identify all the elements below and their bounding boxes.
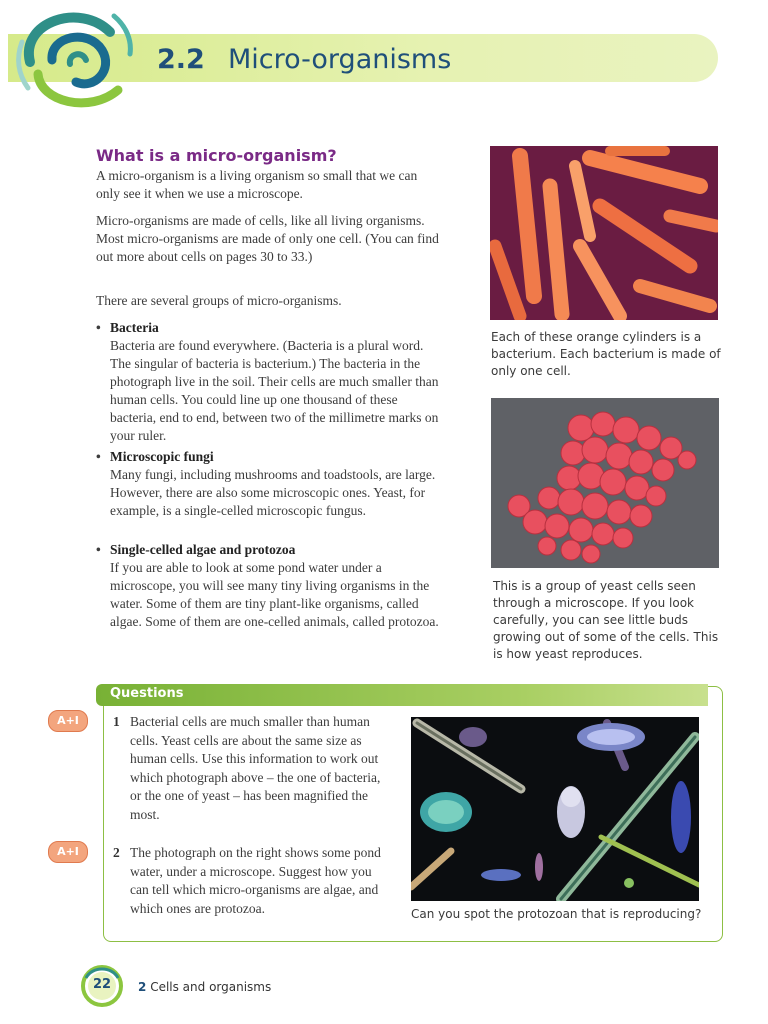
bullet-body: Many fungi, including mushrooms and toadstools, are large. However, there are also some microscopic ones. Yeast, for example, is a single-celled microscopic fungus. xyxy=(110,467,436,518)
page-number: 22 xyxy=(92,977,112,992)
bullet-title: Single-celled algae and protozoa xyxy=(110,542,296,557)
bullet-algae-protozoa xyxy=(96,541,440,653)
bullet-body: Bacteria are found everywhere. (Bacteria is a plural word. The singular of bacteria is bacterium.) The bacteria in the photograph live in the soil. Their cells are much smaller than human cells. You could line up one thousand of these bacteria, end to end, between two of the millimetre marks on your ruler. xyxy=(110,338,439,443)
bullet-title: Microscopic fungi xyxy=(110,449,214,464)
bullet-title: Bacteria xyxy=(110,320,159,335)
questions-title: Questions xyxy=(110,686,184,701)
section-number: 2.2 xyxy=(157,44,205,75)
aplusi-badge: A+I xyxy=(48,710,88,732)
footer-chapter xyxy=(138,980,271,994)
bullet-fungi xyxy=(96,448,440,540)
pond-water-photo xyxy=(411,717,699,901)
swirl-logo-icon xyxy=(10,2,140,120)
yeast-caption: This is a group of yeast cells seen through a microscope. If you look carefully, you can see little buds growing out of some of the cells. This is how yeast reproduces. xyxy=(493,579,719,661)
chapter-title: Cells and organisms xyxy=(150,980,272,994)
questions-header-band xyxy=(96,684,708,706)
bullet-dot: • xyxy=(96,542,101,557)
paragraph-definition: A micro-organism is a living organism so small that we can only see it when we use a microscope. xyxy=(96,168,418,201)
bullet-bacteria xyxy=(96,319,440,451)
question-text: The photograph on the right shows some pond water, under a microscope. Suggest how you can tell which micro-organisms are algae, and which ones are protozoa. xyxy=(130,845,381,916)
aplusi-badge: A+I xyxy=(48,841,88,863)
bacteria-caption: Each of these orange cylinders is a bacterium. Each bacterium is made of only one cell. xyxy=(491,330,721,378)
question-number: 1 xyxy=(113,714,120,729)
paragraph-cells: Micro-organisms are made of cells, like all living organisms. Most micro-organisms are made of only one cell. (You can find out more about cells on pages 30 to 33.) xyxy=(96,213,439,264)
bullet-body: If you are able to look at some pond water under a microscope, you will see many tiny living organisms in the water. Some of them are tiny plant-like organisms, called algae. Some of them are one-celled animals, called protozoa. xyxy=(110,560,439,629)
question-number: 2 xyxy=(113,845,120,860)
question-text: Bacterial cells are much smaller than human cells. Yeast cells are about the same size as human cells. Use this information to work out which photograph above – the one of bacteria, or the one of yeast – has been magnified the most. xyxy=(130,714,381,822)
pond-water-caption: Can you spot the protozoan that is reproducing? xyxy=(411,907,702,921)
bacteria-photo xyxy=(490,146,718,320)
bullet-dot: • xyxy=(96,449,101,464)
section-title: Micro-organisms xyxy=(228,44,452,75)
paragraph-groups: There are several groups of micro-organisms. xyxy=(96,293,342,308)
section-heading: What is a micro-organism? xyxy=(96,146,337,165)
chapter-number: 2 xyxy=(138,980,147,994)
yeast-photo xyxy=(491,398,719,568)
bullet-dot: • xyxy=(96,320,101,335)
